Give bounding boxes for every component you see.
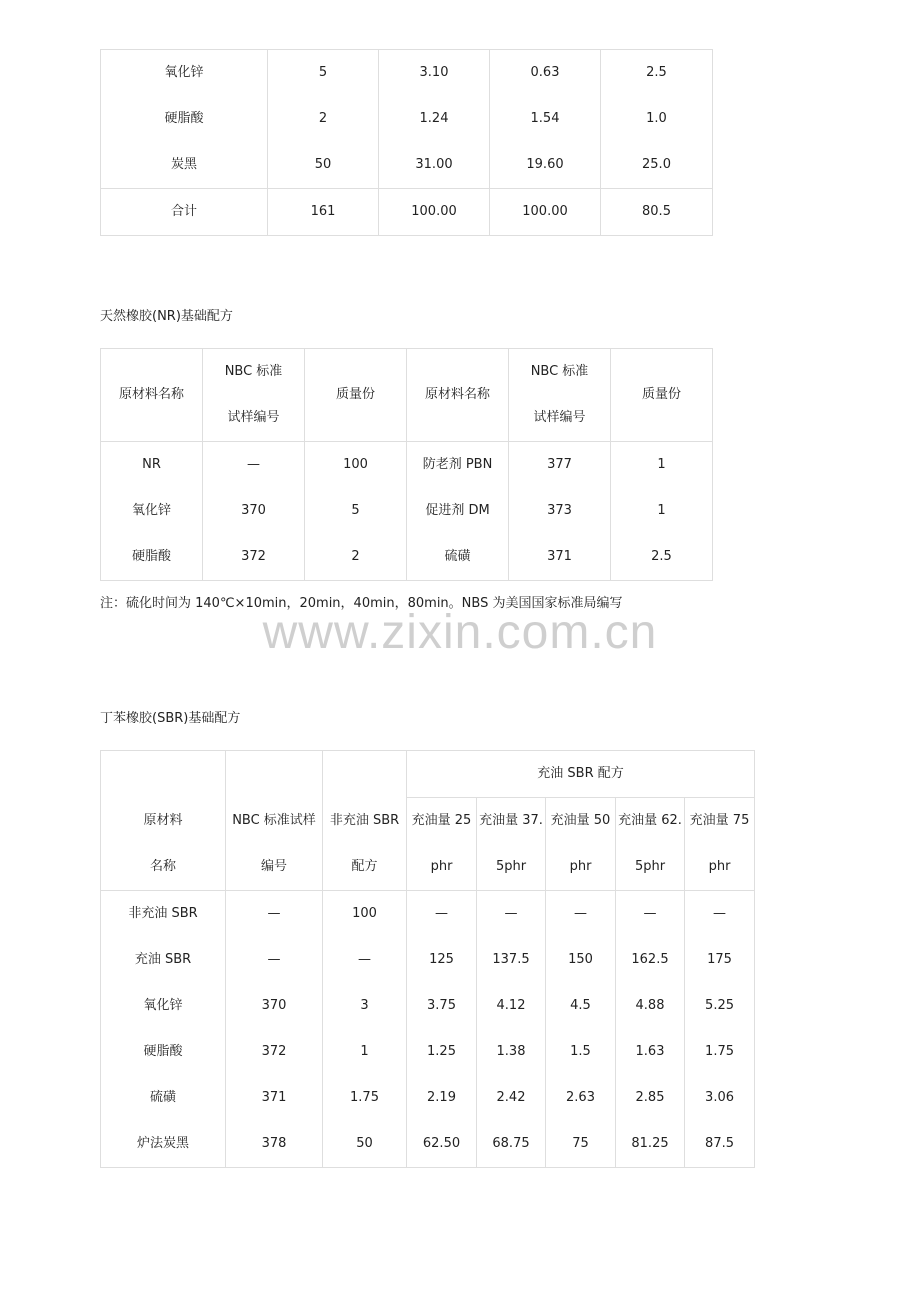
table-cell: 1 [323,1029,407,1075]
nr-formula-table [100,348,713,581]
table-cell: 3.75 [407,983,477,1029]
header-nbc-line2: 试样编号 [203,395,305,442]
table-row [101,983,755,1029]
table-cell: 162.5 [616,937,685,983]
table-cell: 非充油 SBR [101,891,226,938]
table-cell: 4.88 [616,983,685,1029]
table-row [101,534,713,581]
header-material-name: 原材料名称 [101,349,203,442]
table-cell: 2.63 [546,1075,616,1121]
table-total-row [101,189,713,236]
table-row [101,142,713,189]
table-cell: 1.24 [379,96,490,142]
table-cell: 3 [323,983,407,1029]
table-cell: — [685,891,755,938]
table-cell: 炉法炭黑 [101,1121,226,1168]
header-nonoil-sbr: 非充油 SBR [323,751,407,845]
table-cell: 1 [611,442,713,489]
header-oil-amount-line2: phr [407,844,477,891]
table-cell: 炭黑 [101,142,268,189]
header-oil-amount-line2: 5phr [477,844,546,891]
composition-table [100,49,713,236]
table-row [101,891,755,938]
table-cell: 氧化锌 [101,50,268,97]
table-row [101,937,755,983]
table-cell: 19.60 [490,142,601,189]
header-oil-amount-line2: phr [546,844,616,891]
header-material-name: 原材料名称 [407,349,509,442]
header-material-name: 原材料 [101,751,226,845]
table-cell: 1.25 [407,1029,477,1075]
header-nbc: NBC 标准试样 [226,751,323,845]
table-cell: 0.63 [490,50,601,97]
table-cell: 4.12 [477,983,546,1029]
table-cell: 硫磺 [407,534,509,581]
header-oil-amount: 充油量 25 [407,798,477,845]
table-cell: — [616,891,685,938]
table-cell: 25.0 [601,142,713,189]
table-cell: 5 [268,50,379,97]
table-cell: 370 [203,488,305,534]
table-cell: 100 [323,891,407,938]
header-mass: 质量份 [305,349,407,442]
table-cell: 促进剂 DM [407,488,509,534]
table-cell: 62.50 [407,1121,477,1168]
table-cell: 50 [323,1121,407,1168]
header-oil-amount: 充油量 37. [477,798,546,845]
table-cell: 1.63 [616,1029,685,1075]
table-cell: — [226,891,323,938]
table-row [101,1029,755,1075]
header-oil-amount-line2: 5phr [616,844,685,891]
table-cell: 1.75 [323,1075,407,1121]
header-nbc: NBC 标准 [509,349,611,396]
table-row [101,488,713,534]
watermark: www.zixin.com.cn [262,606,658,659]
table-cell: 充油 SBR [101,937,226,983]
table-cell: 2 [305,534,407,581]
table-cell: 137.5 [477,937,546,983]
table-cell: 100.00 [379,189,490,236]
header-oil-amount-line2: phr [685,844,755,891]
table-cell: 硫磺 [101,1075,226,1121]
table-cell: 1.75 [685,1029,755,1075]
header-nonoil-sbr-line2: 配方 [323,844,407,891]
table-cell: 氧化锌 [101,488,203,534]
table-cell: 2.5 [611,534,713,581]
sbr-formula-table [100,750,755,1168]
table-cell: — [203,442,305,489]
table-cell: 2.42 [477,1075,546,1121]
table-cell: 防老剂 PBN [407,442,509,489]
table-cell: 1.0 [601,96,713,142]
table-cell: 1.54 [490,96,601,142]
table-cell: 合计 [101,189,268,236]
table-cell: 80.5 [601,189,713,236]
table-cell: 3.06 [685,1075,755,1121]
header-nbc: NBC 标准 [203,349,305,396]
table-cell: — [546,891,616,938]
table-cell: 68.75 [477,1121,546,1168]
nr-section-title: 天然橡胶(NR)基础配方 [100,309,233,324]
table-cell: 2.85 [616,1075,685,1121]
table-cell: 150 [546,937,616,983]
table-cell: 377 [509,442,611,489]
table-cell: 370 [226,983,323,1029]
header-oil-amount: 充油量 62. [616,798,685,845]
table-cell: 81.25 [616,1121,685,1168]
table-cell: 378 [226,1121,323,1168]
table-cell: 31.00 [379,142,490,189]
table-row [101,1121,755,1168]
sbr-section-title: 丁苯橡胶(SBR)基础配方 [100,711,241,726]
table-cell: 硬脂酸 [101,96,268,142]
table-header-row [101,751,755,798]
table-cell: 372 [203,534,305,581]
header-oil-amount: 充油量 75 [685,798,755,845]
table-cell: — [407,891,477,938]
table-cell: 125 [407,937,477,983]
table-cell: 4.5 [546,983,616,1029]
table-cell: — [477,891,546,938]
table-cell: 87.5 [685,1121,755,1168]
table-cell: 371 [509,534,611,581]
table-cell: 371 [226,1075,323,1121]
table-cell: 75 [546,1121,616,1168]
table-cell: 1.5 [546,1029,616,1075]
table-row [101,442,713,489]
table-cell: 372 [226,1029,323,1075]
table-cell: — [323,937,407,983]
header-oil-extended-group: 充油 SBR 配方 [407,751,755,798]
table-row [101,96,713,142]
table-cell: 175 [685,937,755,983]
table-row [101,50,713,97]
table-cell: NR [101,442,203,489]
table-cell: 100.00 [490,189,601,236]
table-cell: 2.19 [407,1075,477,1121]
table-cell: 3.10 [379,50,490,97]
table-cell: 硬脂酸 [101,1029,226,1075]
table-cell: 2 [268,96,379,142]
table-cell: 50 [268,142,379,189]
table-cell: 5 [305,488,407,534]
header-mass: 质量份 [611,349,713,442]
table-cell: 5.25 [685,983,755,1029]
table-cell: 373 [509,488,611,534]
table-header-row [101,349,713,396]
table-cell: 1 [611,488,713,534]
header-nbc-line2: 编号 [226,844,323,891]
header-material-name-line2: 名称 [101,844,226,891]
table-header-row [101,844,755,891]
table-cell: 1.38 [477,1029,546,1075]
table-cell: 硬脂酸 [101,534,203,581]
header-oil-amount: 充油量 50 [546,798,616,845]
table-cell: 2.5 [601,50,713,97]
nr-table-note: 注：硫化时间为 140℃×10min，20min，40min，80min。NBS 为美国国家标准局编写 [100,596,623,611]
table-cell: 161 [268,189,379,236]
table-cell: — [226,937,323,983]
header-nbc-line2: 试样编号 [509,395,611,442]
table-row [101,1075,755,1121]
table-cell: 氧化锌 [101,983,226,1029]
table-cell: 100 [305,442,407,489]
